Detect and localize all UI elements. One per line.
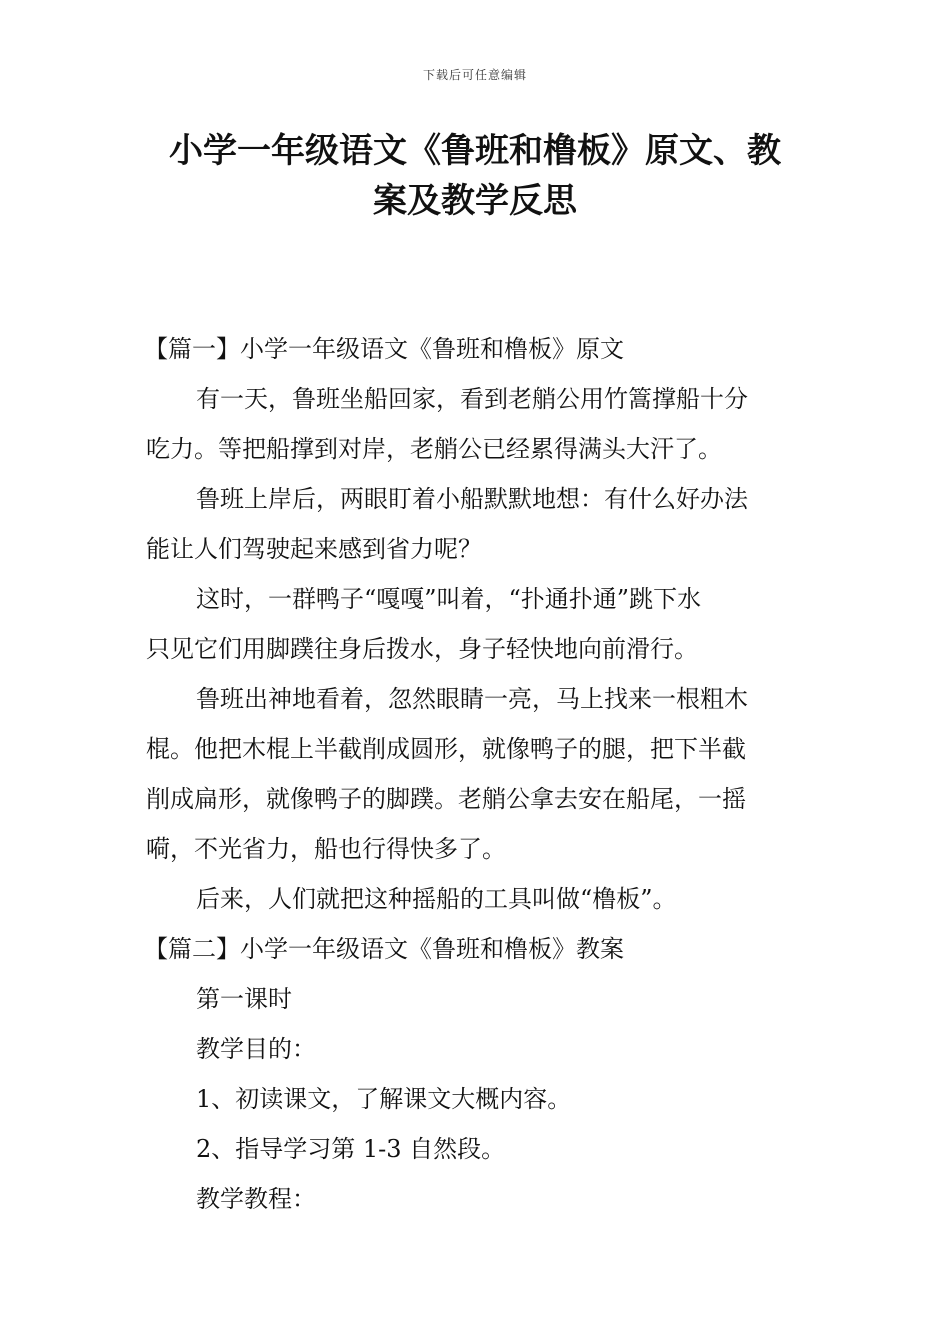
- document-body: [146, 324, 806, 1224]
- paragraph-line: 后来，人们就把这种摇船的工具叫做“橹板”。: [196, 885, 677, 913]
- objective-item: 1、初读课文，了解课文大概内容。: [196, 1085, 572, 1113]
- paragraph-line: 有一天，鲁班坐船回家，看到老艄公用竹篙撑船十分: [196, 385, 748, 413]
- paragraph-line: 鲁班出神地看着，忽然眼睛一亮，马上找来一根粗木: [196, 685, 748, 713]
- objectives-heading: 教学目的：: [196, 1035, 316, 1063]
- paragraph-line: 能让人们驾驶起来感到省力呢？: [146, 535, 482, 563]
- lesson-heading: 第一课时: [196, 985, 292, 1013]
- title-line-1: 小学一年级语文《鲁班和橹板》原文、教: [169, 131, 781, 171]
- paragraph-line: 削成扁形，就像鸭子的脚蹼。老艄公拿去安在船尾，一摇: [146, 785, 746, 813]
- paragraph-line: 吃力。等把船撑到对岸，老艄公已经累得满头大汗了。: [146, 435, 722, 463]
- process-heading: 教学教程：: [196, 1185, 316, 1213]
- paragraph-line: 鲁班上岸后，两眼盯着小船默默地想：有什么好办法: [196, 485, 748, 513]
- section-heading-2: 【篇二】小学一年级语文《鲁班和橹板》教案: [144, 935, 624, 963]
- page-title: [140, 126, 810, 226]
- paragraph-line: 嗬，不光省力，船也行得快多了。: [146, 835, 506, 863]
- header-note: 下载后可任意编辑: [422, 68, 527, 82]
- paragraph-line: 只见它们用脚蹼往身后拨水，身子轻快地向前滑行。: [146, 635, 698, 663]
- section-heading-1: 【篇一】小学一年级语文《鲁班和橹板》原文: [144, 335, 624, 363]
- paragraph-line: 这时，一群鸭子“嘎嘎”叫着，“扑通扑通”跳下水: [196, 585, 702, 613]
- paragraph-line: 棍。他把木棍上半截削成圆形，就像鸭子的腿，把下半截: [146, 735, 746, 763]
- title-line-2: 案及教学反思: [373, 181, 577, 221]
- objective-item: 2、指导学习第 1-3 自然段。: [196, 1135, 506, 1163]
